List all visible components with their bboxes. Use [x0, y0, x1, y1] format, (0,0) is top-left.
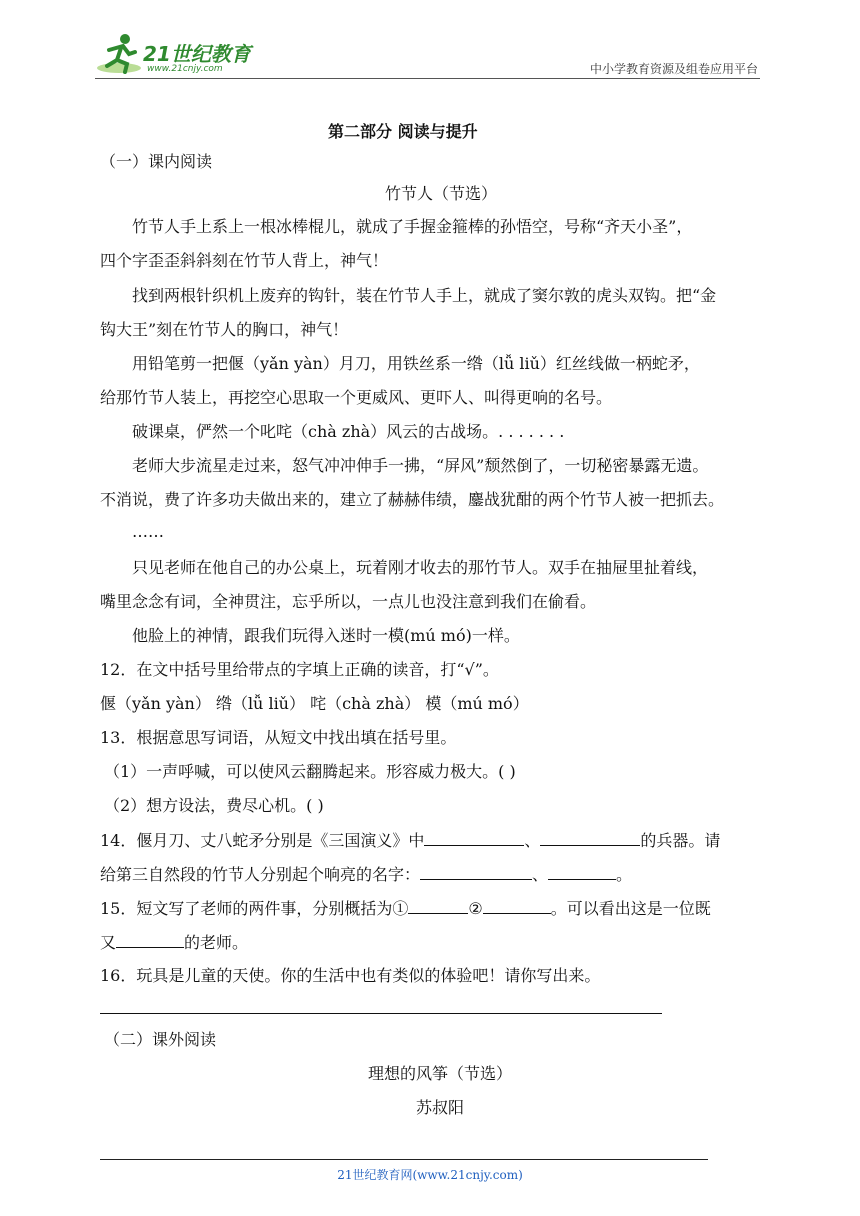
part1-heading: （一）课内阅读	[100, 152, 213, 171]
q14-text-e: 、	[532, 865, 549, 884]
passage-line: 四个字歪歪斜斜刻在竹节人背上，神气！	[100, 251, 389, 270]
q15-text-b: ②	[468, 899, 483, 918]
question-15-line1	[100, 897, 711, 920]
passage-line: 不消说，费了许多功夫做出来的，建立了赫赫伟绩，鏖战犹酣的两个竹节人被一把抓去。	[100, 490, 725, 509]
runner-logo-icon	[95, 32, 143, 76]
q14-text-a: 14．偃月刀、丈八蛇矛分别是《三国演义》中	[100, 831, 425, 850]
passage2-title: 理想的风筝（节选）	[368, 1064, 513, 1083]
header-divider	[95, 78, 760, 79]
question-13-2: （2）想方设法，费尽心机。( )	[104, 796, 324, 815]
site-logo	[95, 32, 265, 76]
answer-blank[interactable]	[540, 829, 640, 846]
page-header	[95, 30, 760, 80]
part2-heading: （二）课外阅读	[104, 1030, 217, 1049]
passage-line: 破课桌，俨然一个叱咤（chà zhà）风云的古战场。. . . . . . .	[132, 422, 565, 441]
question-14-line1	[100, 829, 720, 852]
answer-blank[interactable]	[116, 931, 184, 948]
passage2-author: 苏叔阳	[416, 1098, 465, 1117]
passage-line: 竹节人手上系上一根冰棒棍儿，就成了手握金箍棒的孙悟空，号称“齐天小圣”，	[132, 217, 693, 236]
question-14-line2	[100, 863, 632, 886]
passage-line: 用铅笔剪一把偃（yǎn yàn）月刀，用铁丝系一绺（lǚ liǔ）红丝线做一柄蛇矛，	[132, 354, 700, 373]
footer-text: 21世纪教育网(www.21cnjy.com)	[337, 1168, 523, 1182]
question-16: 16．玩具是儿童的天使。你的生活中也有类似的体验吧！请你写出来。	[100, 966, 601, 985]
logo-text: 21世纪教育	[143, 42, 251, 66]
q15-text-d: 又	[100, 933, 117, 952]
answer-blank[interactable]	[408, 897, 468, 914]
q14-text-b: 、	[524, 831, 541, 850]
answer-blank[interactable]	[420, 863, 532, 880]
passage-ellipsis: ……	[132, 522, 164, 541]
question-13-1: （1）一声呼喊，可以使风云翻腾起来。形容威力极大。( )	[104, 762, 516, 781]
section-title: 第二部分 阅读与提升	[328, 122, 478, 141]
passage-line: 只见老师在他自己的办公桌上，玩着刚才收去的那竹节人。双手在抽屉里扯着线，	[132, 558, 709, 577]
q15-text-e: 的老师。	[184, 933, 249, 952]
question-13: 13．根据意思写词语，从短文中找出填在括号里。	[100, 728, 457, 747]
question-12: 12．在文中括号里给带点的字填上正确的读音，打“√”。	[100, 660, 499, 679]
answer-line[interactable]	[100, 1013, 662, 1014]
q14-text-f: 。	[616, 865, 633, 884]
q15-text-a: 15．短文写了老师的两件事，分别概括为①	[100, 899, 409, 918]
q15-text-c: 。可以看出这是一位既	[550, 899, 711, 918]
passage1-title: 竹节人（节选）	[385, 184, 498, 203]
q14-text-d: 给第三自然段的竹节人分别起个响亮的名字：	[100, 865, 421, 884]
answer-blank[interactable]	[424, 829, 524, 846]
passage-line: 找到两根针织机上废弃的钩针，装在竹节人手上，就成了窦尔敦的虎头双钩。把“金	[132, 286, 717, 305]
question-15-line2	[100, 931, 248, 954]
footer-divider	[100, 1159, 708, 1160]
answer-blank[interactable]	[483, 897, 551, 914]
logo-url: www.21cnjy.com	[147, 64, 223, 74]
passage-line: 钩大王”刻在竹节人的胸口，神气！	[100, 320, 349, 339]
passage-line: 给那竹节人装上，再挖空心思取一个更威风、更吓人、叫得更响的名号。	[100, 388, 613, 407]
header-platform-text: 中小学教育资源及组卷应用平台	[589, 62, 758, 76]
passage-line: 老师大步流星走过来，怒气冲冲伸手一拂，“屏风”颓然倒了，一切秘密暴露无遗。	[132, 456, 709, 475]
passage-line: 嘴里念念有词，全神贯注，忘乎所以，一点儿也没注意到我们在偷看。	[100, 592, 597, 611]
answer-blank[interactable]	[548, 863, 616, 880]
question-12-options: 偃（yǎn yàn） 绺（lǚ liǔ） 咤（chà zhà） 模（mú mó）	[100, 694, 529, 713]
passage-line: 他脸上的神情，跟我们玩得入迷时一模(mú mó)一样。	[132, 626, 520, 645]
q14-text-c: 的兵器。请	[640, 831, 721, 850]
